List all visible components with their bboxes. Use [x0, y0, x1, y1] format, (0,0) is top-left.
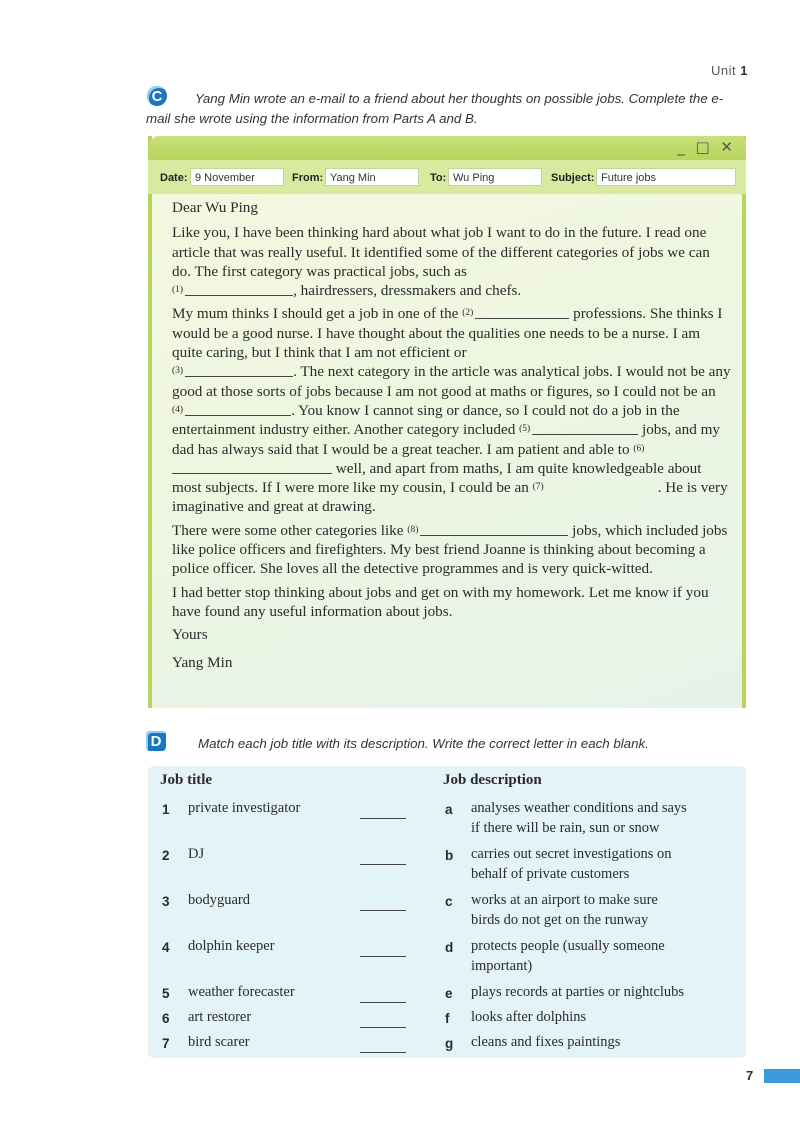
paragraph-3: There were some other categories like (8) jobs, which included jobs like police officers and firefighters. My best friend Joanne is thinking about becoming a police officer. She loves all the detective programmes and is very quick-witted. — [172, 521, 728, 578]
to-label: To: — [430, 172, 447, 184]
blank-5[interactable] — [532, 421, 638, 435]
section-d-instruction: Match each job title with its description. Write the correct letter in each blank. — [198, 736, 649, 751]
answer-blank-6[interactable] — [360, 1026, 406, 1028]
page-tab-bar — [764, 1069, 800, 1083]
matching-table — [148, 766, 746, 1058]
answer-blank-4[interactable] — [360, 955, 406, 957]
desc-letter: d — [445, 940, 454, 955]
blank-4[interactable] — [185, 402, 291, 416]
title-number: 4 — [162, 940, 170, 955]
job-title: private investigator — [188, 800, 301, 816]
email-body[interactable] — [172, 198, 732, 676]
blank-8[interactable] — [420, 522, 568, 536]
desc-letter: e — [445, 986, 453, 1001]
window-right-edge — [742, 136, 746, 708]
desc-letter: c — [445, 894, 453, 909]
title-number: 3 — [162, 894, 170, 909]
email-window — [148, 136, 746, 708]
from-field[interactable]: Yang Min — [325, 168, 419, 186]
subject-label: Subject: — [551, 172, 595, 184]
from-label: From: — [292, 172, 324, 184]
job-description: looks after dolphins — [471, 1009, 587, 1025]
blank-2[interactable] — [475, 305, 569, 319]
to-field[interactable]: Wu Ping — [448, 168, 542, 186]
job-title: art restorer — [188, 1009, 252, 1025]
paragraph-2: My mum thinks I should get a job in one of the (2) professions. She thinks I would be a good nurse. I have thought about the qualities one needs to be a nurse. I am quite caring, but I think that I am not efficient or (3) . The next category in the article was analytical jobs. I would not be any good at those sorts of jobs because I am not good at maths or figures, so I could not be an (4) . You know I cannot sing or dance, so I could not do a job in the entertainment industry either. Another category included (5) jobs, and my dad has always said that I would be a great teacher. I am patient and able to (6) well, and apart from maths, I am quite knowledgeable about most subjects. If I were more like my cousin, I could be an (7) . He is very imaginative and great at drawing. — [172, 305, 731, 516]
desc-letter: a — [445, 802, 453, 817]
job-title: dolphin keeper — [188, 938, 275, 954]
email-titlebar — [148, 136, 746, 160]
blank-1[interactable] — [185, 282, 293, 296]
job-description: analyses weather conditions and says if there will be rain, sun or snow — [471, 800, 687, 836]
job-title-header: Job title — [160, 772, 213, 788]
date-field[interactable]: 9 November — [190, 168, 284, 186]
job-title: DJ — [188, 846, 205, 862]
unit-label: Unit 1 — [711, 63, 748, 78]
job-description: works at an airport to make sure birds do not get on the runway — [471, 892, 658, 928]
answer-blank-1[interactable] — [360, 817, 406, 819]
window-controls[interactable]: _ □ ✕ — [677, 138, 736, 156]
desc-letter: f — [445, 1011, 450, 1026]
answer-blank-2[interactable] — [360, 863, 406, 865]
title-number: 5 — [162, 986, 170, 1001]
title-number: 6 — [162, 1011, 170, 1026]
desc-letter: g — [445, 1036, 454, 1051]
answer-blank-7[interactable] — [360, 1051, 406, 1053]
job-description: cleans and fixes paintings — [471, 1034, 621, 1050]
blank-6[interactable] — [172, 460, 332, 474]
email-header — [148, 160, 746, 194]
job-title: weather forecaster — [188, 984, 295, 1000]
job-description: protects people (usually someone important) — [471, 938, 665, 974]
job-title: bird scarer — [188, 1034, 250, 1050]
section-c-instruction: Yang Min wrote an e-mail to a friend about her thoughts on possible jobs. Complete the e-mail she wrote using the information from Parts A and B. — [146, 91, 724, 126]
section-c-badge: C — [147, 86, 167, 106]
title-number: 7 — [162, 1036, 170, 1051]
title-number: 1 — [162, 802, 170, 817]
job-description: plays records at parties or nightclubs — [471, 984, 685, 1000]
page-number: 7 — [746, 1068, 754, 1083]
greeting: Dear Wu Ping — [172, 199, 258, 216]
job-title: bodyguard — [188, 892, 251, 908]
date-label: Date: — [160, 172, 188, 184]
desc-letter: b — [445, 848, 454, 863]
job-description-header: Job description — [443, 772, 542, 788]
closing: Yours — [172, 626, 208, 644]
job-description: carries out secret investigations on behalf of private customers — [471, 846, 672, 882]
answer-blank-3[interactable] — [360, 909, 406, 911]
title-number: 2 — [162, 848, 170, 863]
answer-blank-5[interactable] — [360, 1001, 406, 1003]
signature: Yang Min — [172, 653, 233, 671]
paragraph-4: I had better stop thinking about jobs and get on with my homework. Let me know if you have found any useful information about jobs. — [172, 583, 709, 620]
section-d-badge: D — [146, 731, 166, 751]
window-left-edge — [148, 136, 152, 708]
subject-field[interactable]: Future jobs — [596, 168, 736, 186]
paragraph-1: Like you, I have been thinking hard about what job I want to do in the future. I read one article that was really useful. It identified some of the different categories of jobs we can do. The first category was practical jobs, such as (1) , hairdressers, dressmakers and chefs. — [172, 224, 710, 300]
blank-3[interactable] — [185, 363, 293, 377]
